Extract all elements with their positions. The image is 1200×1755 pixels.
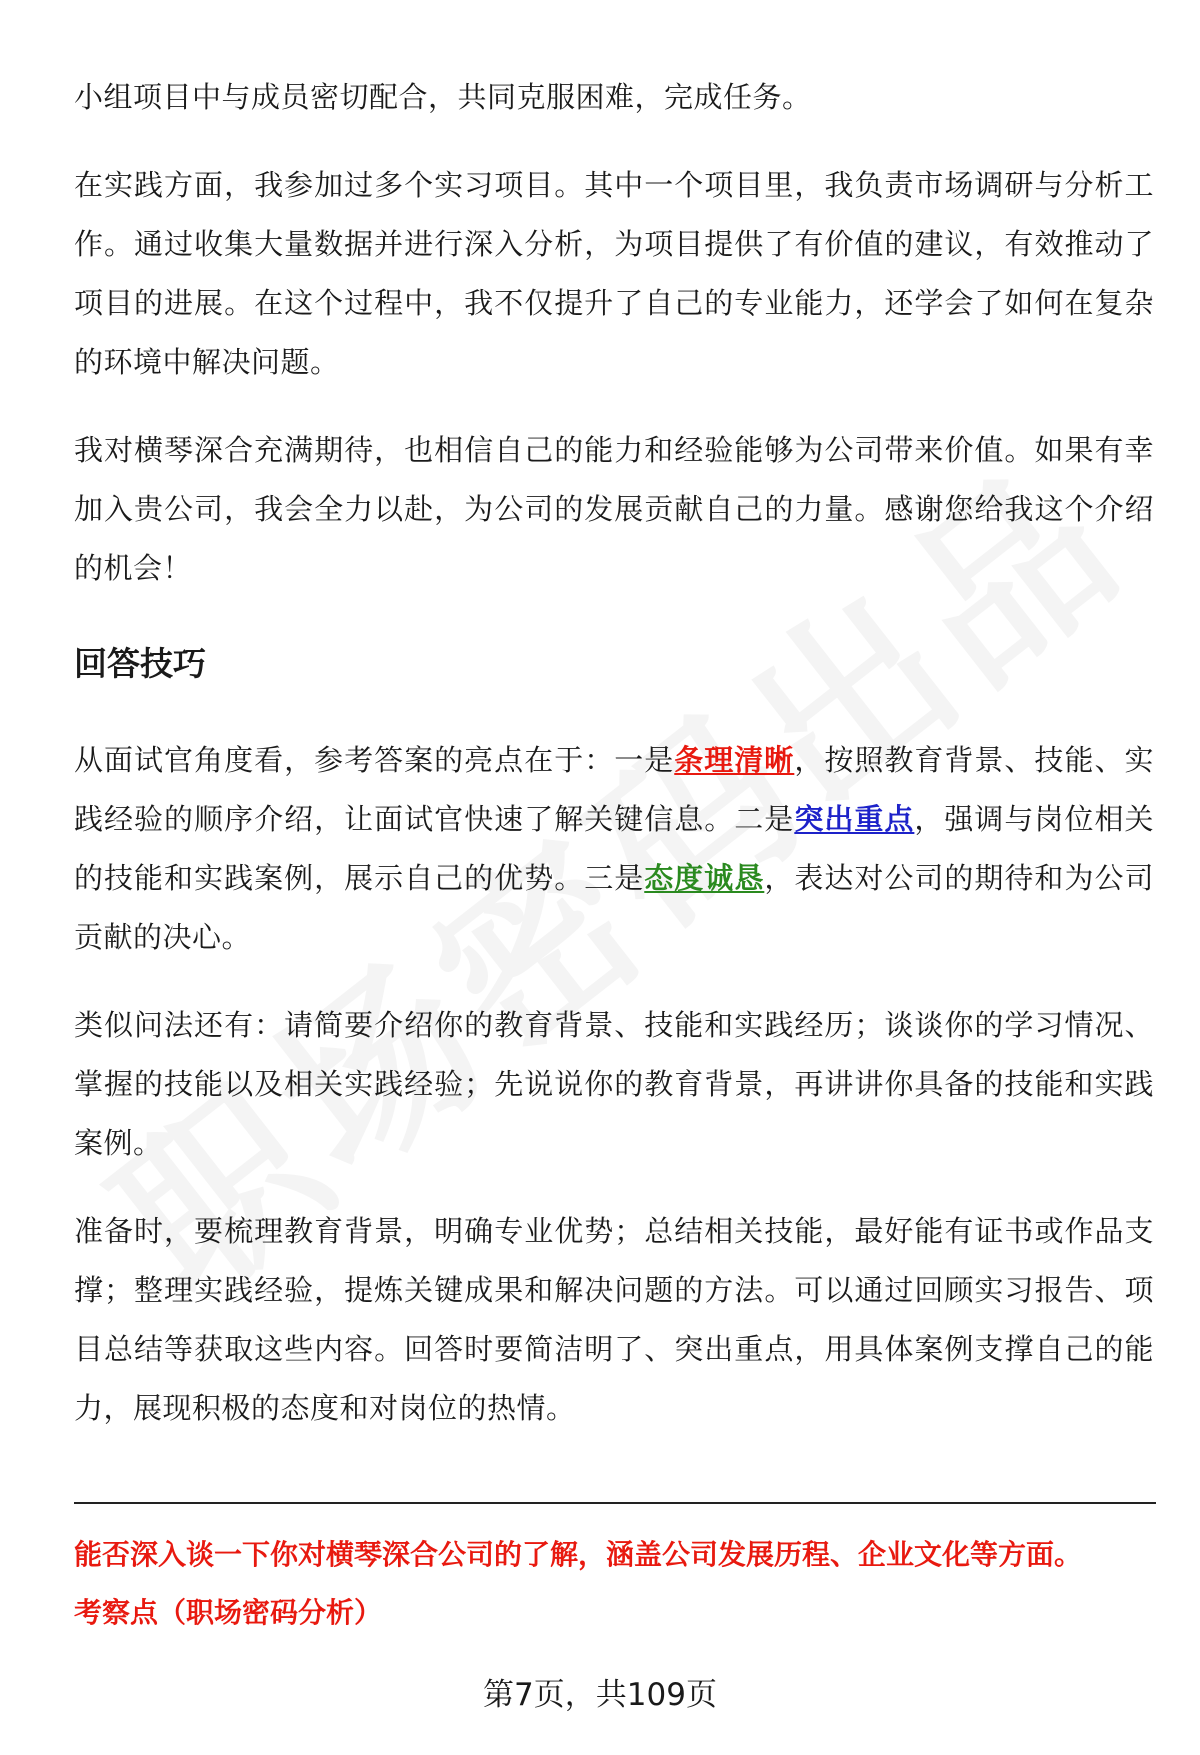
paragraph-practice: 在实践方面，我参加过多个实习项目。其中一个项目里，我负责市场调研与分析工作。通过收集大量数据并进行深入分析，为项目提供了有价值的建议，有效推动了项目的进展。在这个过程中，我不仅提升了自己的专业能力，还学会了如何在复杂的环境中解决问题。 [74, 168, 1154, 379]
main-content [74, 68, 1154, 1467]
section-title-answer-tips: 回答技巧 [74, 644, 206, 683]
paragraph-similar-questions: 类似问法还有：请简要介绍你的教育背景、技能和实践经历；谈谈你的学习情况、掌握的技能以及相关实践经验；先说说你的教育背景，再讲讲你具备的技能和实践案例。 [74, 1008, 1154, 1160]
divider [74, 1502, 1156, 1504]
tips-text-part-2: ，按照教育背景、技能、实践经验的顺序介绍，让面试官快速了解关键信息。二是 [74, 743, 1154, 836]
tips-text-part-4: ，表达对公司的期待和为公司贡献的决心。 [74, 861, 1154, 954]
next-question-title: 能否深入谈一下你对横琴深合公司的了解，涵盖公司发展历程、企业文化等方面。 [74, 1538, 1083, 1571]
paragraph-tips-highlights [74, 731, 1154, 967]
page-number: 第7页，共109页 [483, 1677, 717, 1713]
tips-text-part-3: ，强调与岗位相关的技能和实践案例，展示自己的优势。三是 [74, 802, 1154, 895]
tips-text-part-1: 从面试官角度看，参考答案的亮点在于：一是 [74, 743, 675, 777]
paragraph-expectation: 我对横琴深合充满期待，也相信自己的能力和经验能够为公司带来价值。如果有幸加入贵公司，我会全力以赴，为公司的发展贡献自己的力量。感谢您给我这个介绍的机会！ [74, 433, 1154, 585]
highlight-clear-structure: 条理清晰 [674, 743, 795, 777]
highlight-key-points: 突出重点 [794, 802, 915, 836]
paragraph-teamwork: 小组项目中与成员密切配合，共同克服困难，完成任务。 [74, 80, 812, 114]
highlight-sincere-attitude: 态度诚恳 [644, 861, 765, 895]
paragraph-preparation: 准备时，要梳理教育背景，明确专业优势；总结相关技能，最好能有证书或作品支撑；整理实践经验，提炼关键成果和解决问题的方法。可以通过回顾实习报告、项目总结等获取这些内容。回答时要简洁明了、突出重点，用具体案例支撑自己的能力，展现积极的态度和对岗位的热情。 [74, 1214, 1154, 1425]
exam-point-label: 考察点（职场密码分析） [74, 1596, 383, 1629]
